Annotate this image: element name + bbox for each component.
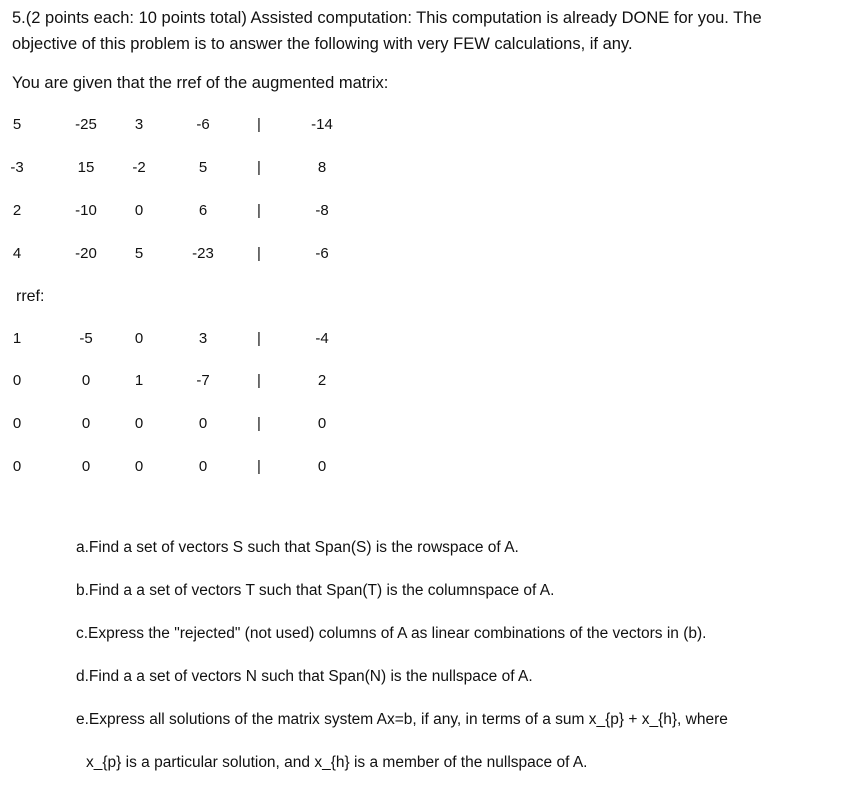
augmented-matrix-cell: -6 [315,245,329,262]
augmented-matrix-cell: -14 [311,116,333,133]
problem-statement-line-2: objective of this problem is to answer the following with very FEW calculations, if any. [12,35,633,53]
augmented-matrix-cell: 4 [12,245,22,262]
question-e-line-1: e.Express all solutions of the matrix system Ax=b, if any, in terms of a sum x_{p} + x_{h}, where [76,711,728,728]
augmented-matrix-cell: 0 [134,202,144,219]
augmented-matrix-cell: -25 [75,116,97,133]
augmented-matrix-cell: 6 [198,202,208,219]
augmented-matrix-cell: 5 [134,245,144,262]
rref-matrix-cell: 0 [12,372,22,389]
rref-matrix-cell: 0 [134,458,144,475]
augmented-matrix-cell: -3 [10,159,24,176]
question-a: a.Find a set of vectors S such that Span(S) is the rowspace of A. [76,539,519,556]
matrix-separator: | [257,245,261,262]
rref-matrix-cell: 0 [317,415,327,432]
rref-matrix-cell: 0 [12,458,22,475]
augmented-matrix-cell: 5 [198,159,208,176]
rref-matrix-cell: -4 [315,330,329,347]
matrix-separator: | [257,415,261,432]
rref-matrix-cell: -5 [79,330,93,347]
rref-label: rref: [16,288,45,305]
question-b: b.Find a a set of vectors T such that Span(T) is the columnspace of A. [76,582,555,599]
rref-matrix-cell: 2 [317,372,327,389]
rref-matrix-cell: 0 [12,415,22,432]
problem-statement-line-1: 5.(2 points each: 10 points total) Assisted computation: This computation is already DONE for you. The [12,9,762,27]
question-d: d.Find a a set of vectors N such that Span(N) is the nullspace of A. [76,668,533,685]
matrix-separator: | [257,330,261,347]
rref-matrix-cell: 0 [81,415,91,432]
rref-matrix-cell: 0 [198,458,208,475]
rref-matrix-cell: 0 [134,415,144,432]
rref-matrix-cell: -7 [196,372,210,389]
rref-matrix-cell: 0 [81,458,91,475]
matrix-separator: | [257,372,261,389]
augmented-matrix-cell: -23 [192,245,214,262]
given-statement: You are given that the rref of the augmented matrix: [12,74,389,92]
augmented-matrix-cell: -2 [132,159,146,176]
rref-matrix-cell: 0 [198,415,208,432]
augmented-matrix-cell: 3 [134,116,144,133]
augmented-matrix-cell: 15 [77,159,95,176]
matrix-separator: | [257,202,261,219]
rref-matrix-cell: 1 [134,372,144,389]
problem-header [12,5,832,57]
augmented-matrix-cell: -8 [315,202,329,219]
question-e-line-2: x_{p} is a particular solution, and x_{h} is a member of the nullspace of A. [86,754,588,771]
augmented-matrix-cell: 2 [12,202,22,219]
rref-matrix-cell: 1 [12,330,22,347]
rref-matrix-cell: 0 [317,458,327,475]
matrix-separator: | [257,159,261,176]
question-c: c.Express the "rejected" (not used) columns of A as linear combinations of the vectors in (b). [76,625,707,642]
augmented-matrix-cell: 5 [12,116,22,133]
matrix-separator: | [257,116,261,133]
augmented-matrix-cell: -10 [75,202,97,219]
rref-matrix-cell: 0 [134,330,144,347]
matrix-separator: | [257,458,261,475]
augmented-matrix-cell: -6 [196,116,210,133]
rref-matrix-cell: 0 [81,372,91,389]
augmented-matrix-cell: 8 [317,159,327,176]
augmented-matrix-cell: -20 [75,245,97,262]
rref-matrix-cell: 3 [198,330,208,347]
